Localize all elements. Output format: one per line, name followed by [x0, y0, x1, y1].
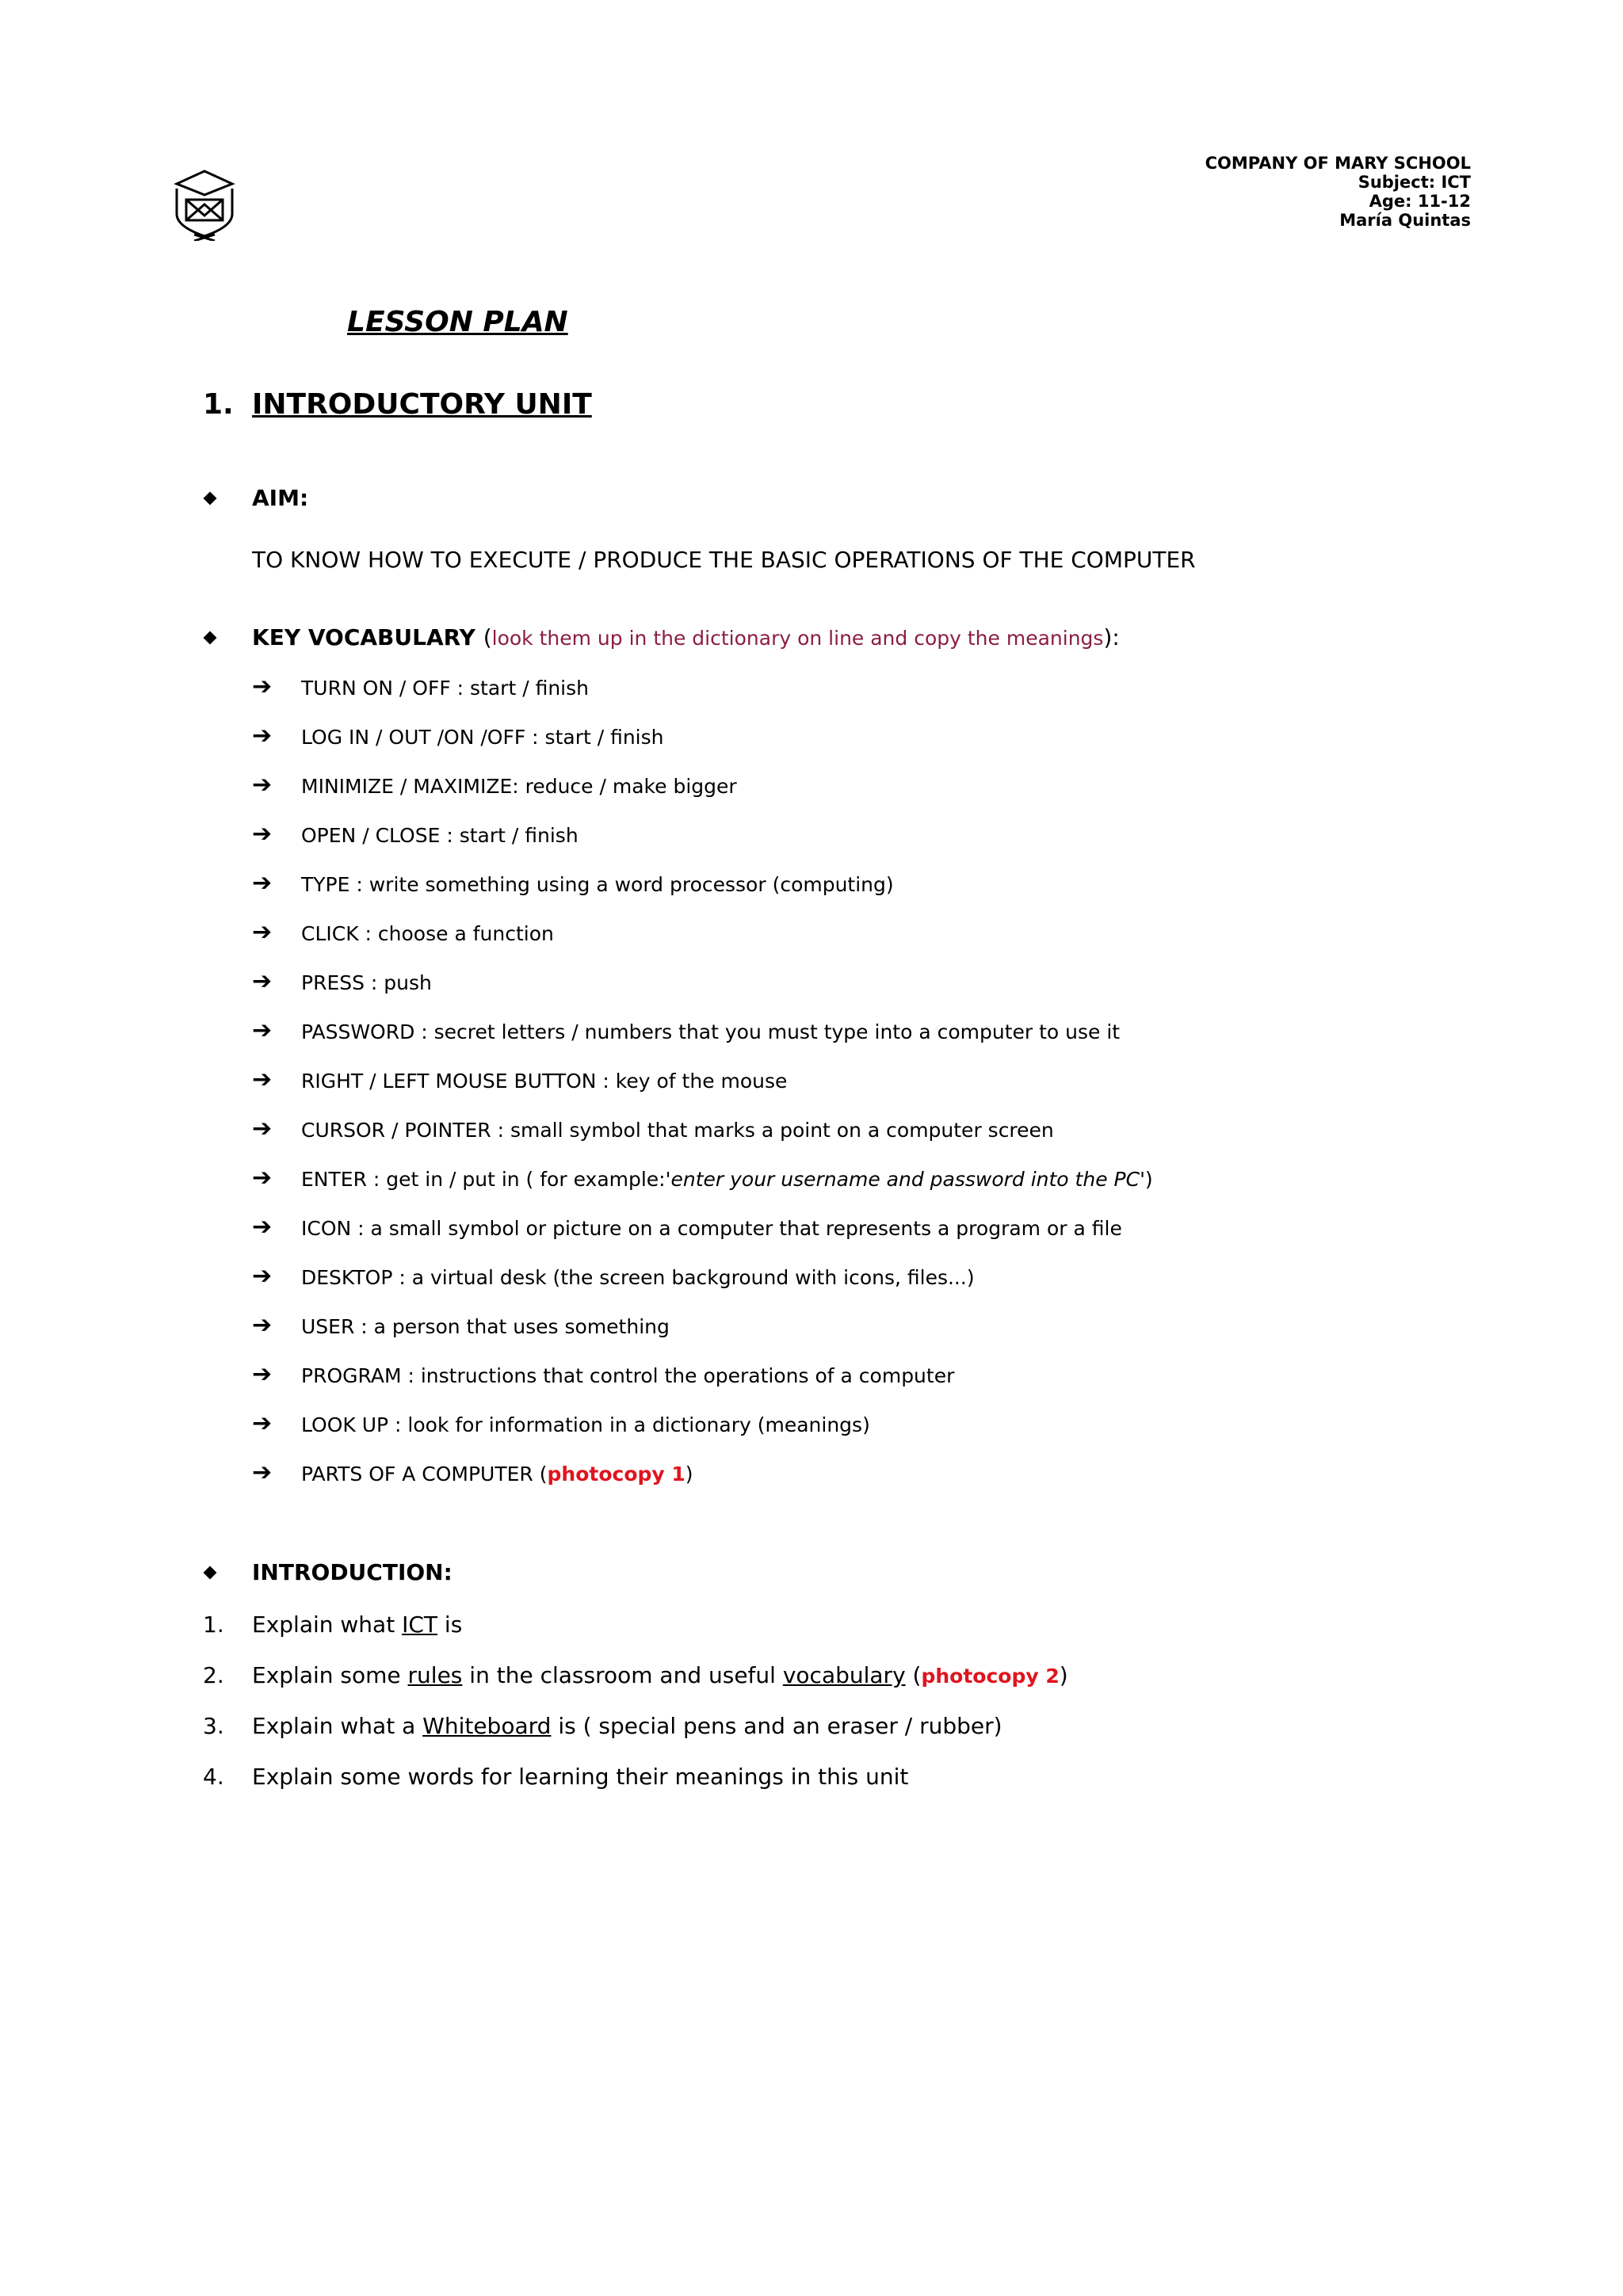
- bullet-diamond-icon: [204, 492, 217, 505]
- vocabulary-note: look them up in the dictionary on line and copy the meanings: [491, 627, 1104, 650]
- page-title: LESSON PLAN: [347, 306, 568, 338]
- key-vocabulary-heading: [252, 624, 1120, 650]
- bullet-diamond-icon: [204, 1566, 217, 1580]
- unit-number: 1.: [203, 388, 234, 421]
- right-arrow-icon: ➔: [252, 673, 273, 700]
- photocopy-reference: photocopy 1: [547, 1463, 685, 1486]
- right-arrow-icon: ➔: [252, 820, 273, 848]
- key-vocabulary-label: KEY VOCABULARY: [252, 624, 475, 650]
- document-page: COMPANY OF MARY SCHOOL Subject: ICT Age: 11-12 María Quintas LESSON PLAN 1. INTRODUCTORY UNIT AIM: TO KNOW HOW TO EXECUTE / PRODUCE THE BASIC OPERATIONS OF THE COMPUTER KEY VOCABULARY (look them up in the dictionary on line and copy the meanings): ➔ TURN ON / OFF : start / finish ➔ LOG IN / OUT /ON /OFF : start / finish ➔ MINIMIZE / MAXIMIZE: reduce / make bigger ➔ OPEN / CLOSE : start / finish ➔ TYPE : write something using a word processor (computing) ➔ CLICK : choose a function ➔ PRESS : push ➔ PASSWORD : secret letters / numbers that you must type into a computer to use it ➔ RIGHT / LEFT MOUSE BUTTON : key of the mouse ➔ CURSOR / POINTER : small symbol that marks a point on a computer screen ➔ ENTER : get in / put in ( for example:'enter your username and password into the PC') ➔ ICON : a small symbol or picture on a computer that represents a program or a file ➔ DESKTOP : a virtual desk (the screen background with icons, files...) ➔ USER : a person that uses something ➔ PROGRAM : instructions that control the operations of a computer ➔ LOOK UP : look for information in a dictionary (meanings) ➔ PARTS OF A COMPUTER (photocopy 1) INTRODUCTION: 1. Explain what ICT is 2. Explain some rules in the classroom and useful vocabulary (photocopy 2) 3. Explain what a Whiteboard is ( special pens and an eraser / rubber) 4. Explain some words for learning their meanings in this unit: [0, 0, 1623, 2296]
- note-open-paren: (: [483, 624, 492, 650]
- school-header: [1205, 154, 1471, 230]
- teacher-name: María Quintas: [1339, 211, 1471, 230]
- right-arrow-icon: ➔: [252, 1262, 273, 1290]
- aim-text: TO KNOW HOW TO EXECUTE / PRODUCE THE BASIC OPERATIONS OF THE COMPUTER: [252, 547, 1196, 573]
- right-arrow-icon: ➔: [252, 1311, 273, 1339]
- aim-label: AIM:: [252, 485, 309, 511]
- right-arrow-icon: ➔: [252, 918, 273, 946]
- age-label: Age: 11-12: [1369, 192, 1471, 211]
- right-arrow-icon: ➔: [252, 722, 273, 749]
- right-arrow-icon: ➔: [252, 1213, 273, 1241]
- photocopy-reference: photocopy 2: [921, 1665, 1060, 1688]
- right-arrow-icon: ➔: [252, 967, 273, 995]
- enter-example: enter your username and password into the PC: [670, 1168, 1140, 1191]
- right-arrow-icon: ➔: [252, 1164, 273, 1192]
- note-close-paren: ):: [1103, 624, 1120, 650]
- introduction-label: INTRODUCTION:: [252, 1559, 453, 1585]
- right-arrow-icon: ➔: [252, 1459, 273, 1486]
- unit-heading: [203, 388, 592, 421]
- right-arrow-icon: ➔: [252, 1360, 273, 1388]
- bullet-diamond-icon: [204, 631, 217, 645]
- unit-title: INTRODUCTORY UNIT: [252, 388, 592, 421]
- right-arrow-icon: ➔: [252, 1066, 273, 1093]
- right-arrow-icon: ➔: [252, 1016, 273, 1044]
- right-arrow-icon: ➔: [252, 771, 273, 799]
- school-name: COMPANY OF MARY SCHOOL: [1205, 154, 1471, 173]
- school-crest-icon: [172, 168, 237, 241]
- right-arrow-icon: ➔: [252, 869, 273, 897]
- right-arrow-icon: ➔: [252, 1115, 273, 1142]
- subject-label: Subject: ICT: [1358, 173, 1471, 192]
- right-arrow-icon: ➔: [252, 1409, 273, 1437]
